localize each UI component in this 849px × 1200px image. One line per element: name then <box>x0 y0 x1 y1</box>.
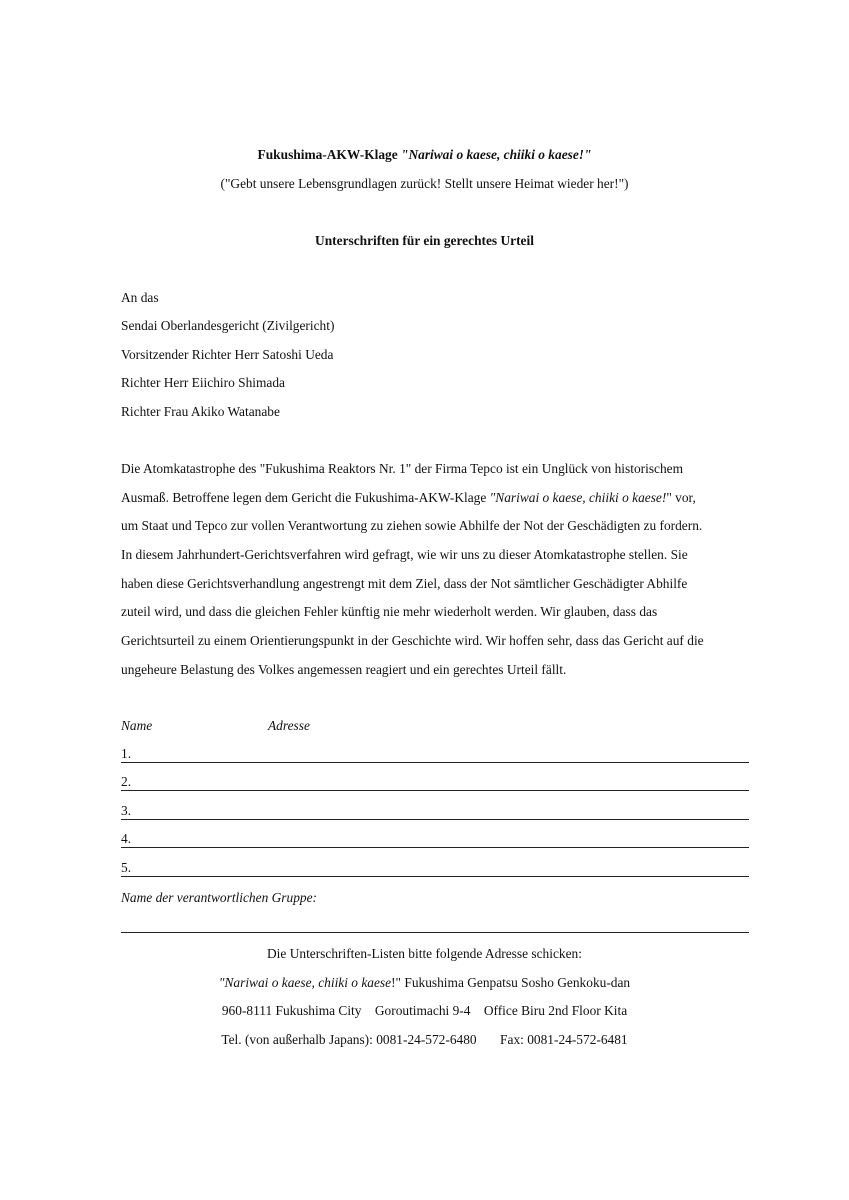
footer-address: 960-8111 Fukushima City Goroutimachi 9-4 Office Biru 2nd Floor Kita <box>221 1003 628 1018</box>
footer-contact: Tel. (von außerhalb Japans): 0081-24-572-6480 Fax: 0081-24-572-6481 <box>221 1032 628 1047</box>
document-title <box>0 147 849 163</box>
address-line-1: An das <box>121 290 159 305</box>
body-line: um Staat und Tepco zur vollen Verantwortung zu ziehen sowie Abhilfe der Not der Geschädigten zu fordern. <box>121 518 703 534</box>
footer-org-italic: "Nariwai o kaese, chiiki o kaese <box>218 975 392 990</box>
address-column-label: Adresse <box>268 718 310 733</box>
signature-line-4[interactable] <box>121 830 749 848</box>
body-line-2a: Ausmaß. Betroffene legen dem Gericht die Fukushima-AKW-Klage <box>121 489 490 505</box>
footer-organization <box>0 975 849 991</box>
signature-line-number: 4. <box>121 831 132 846</box>
address-line-3: Vorsitzender Richter Herr Satoshi Ueda <box>121 347 334 362</box>
body-line: ungeheure Belastung des Volkes angemessen reagiert und ein gerechtes Urteil fällt. <box>121 661 567 677</box>
group-name-line[interactable] <box>121 932 749 933</box>
signature-line-number: 5. <box>121 860 132 875</box>
name-column-label: Name <box>121 718 153 733</box>
signature-line-3[interactable] <box>121 802 749 820</box>
signature-line-2[interactable] <box>121 773 749 791</box>
address-line-5: Richter Frau Akiko Watanabe <box>121 404 280 419</box>
body-line <box>121 484 751 513</box>
body-line-2-italic: "Nariwai o kaese, chiiki o kaese! <box>489 489 667 505</box>
document-subtitle: ("Gebt unsere Lebensgrundlagen zurück! Stellt unsere Heimat wieder her!") <box>220 176 629 191</box>
title-italic: "Nariwai o kaese, chiiki o kaese!" <box>401 147 592 162</box>
footer-org-rest: !" Fukushima Genpatsu Sosho Genkoku-dan <box>391 975 631 990</box>
footer-instruction: Die Unterschriften-Listen bitte folgende Adresse schicken: <box>267 946 582 961</box>
signature-line-number: 3. <box>121 803 132 818</box>
address-line-4: Richter Herr Eiichiro Shimada <box>121 375 285 390</box>
signature-line-5[interactable] <box>121 859 749 877</box>
body-line-2b: " vor, <box>666 489 696 505</box>
body-line: In diesem Jahrhundert-Gerichtsverfahren wird gefragt, wie wir uns zu dieser Atomkatastrophe stellen. Sie <box>121 547 688 563</box>
body-line: Die Atomkatastrophe des "Fukushima Reaktors Nr. 1" der Firma Tepco ist ein Unglück von historischem <box>121 461 684 476</box>
body-line: zuteil wird, und dass die gleichen Fehler künftig nie mehr wiederholt werden. Wir glauben, dass das <box>121 604 658 620</box>
body-line: Gerichtsurteil zu einem Orientierungspunkt in der Geschichte wird. Wir hoffen sehr, dass das Gericht auf die <box>121 633 704 649</box>
signature-line-1[interactable] <box>121 745 749 763</box>
signature-line-number: 2. <box>121 774 132 789</box>
group-name-label: Name der verantwortlichen Gruppe: <box>121 890 317 905</box>
title-prefix: Fukushima-AKW-Klage <box>257 147 402 162</box>
signature-line-number: 1. <box>121 746 132 761</box>
body-paragraph <box>121 455 751 685</box>
section-heading: Unterschriften für ein gerechtes Urteil <box>315 233 534 248</box>
address-line-2: Sendai Oberlandesgericht (Zivilgericht) <box>121 318 335 333</box>
body-line: haben diese Gerichtsverhandlung angestrengt mit dem Ziel, dass der Not sämtlicher Geschädigter Abhilfe <box>121 575 688 591</box>
